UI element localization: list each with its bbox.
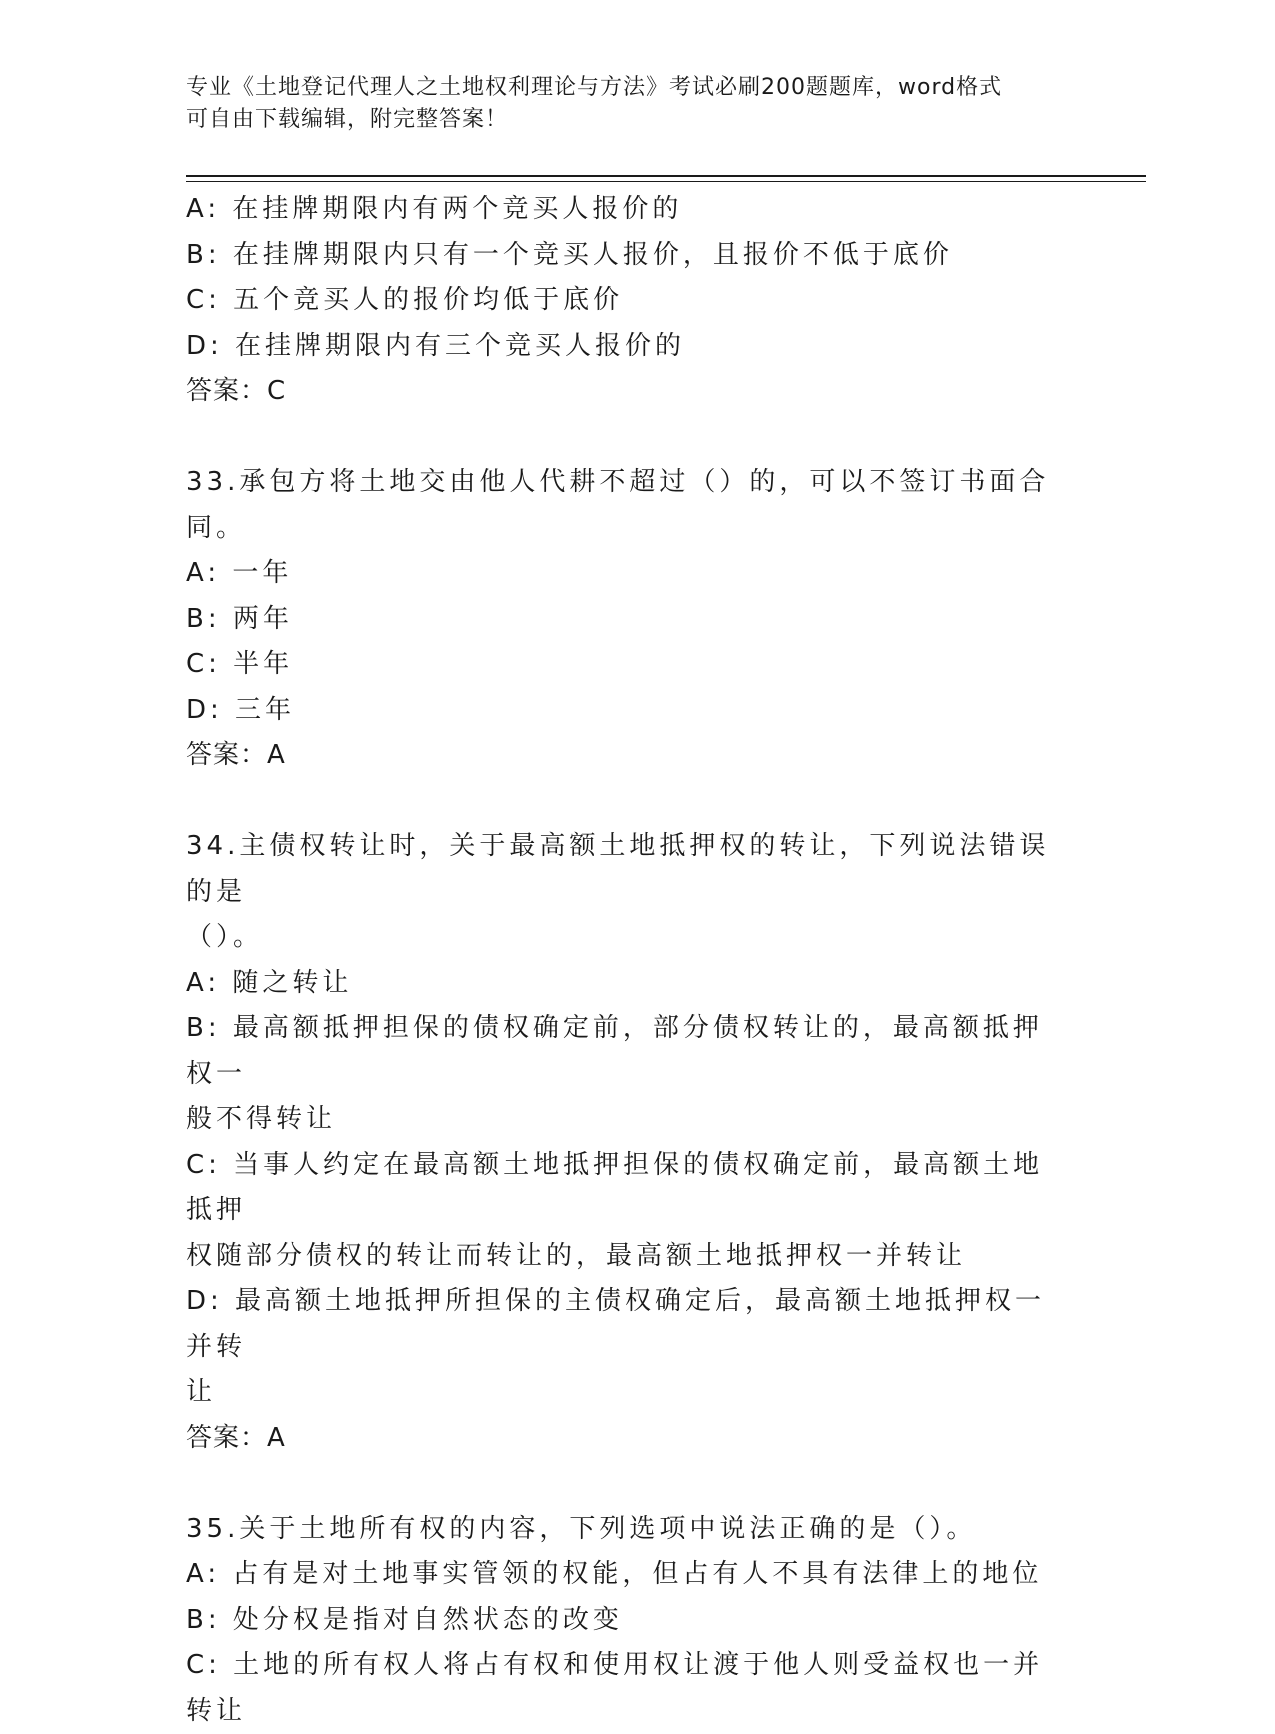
option-a: A: 占有是对土地事实管领的权能，但占有人不具有法律上的地位 [186,1552,1066,1598]
option-b-line-1: B: 最高额抵押担保的债权确定前，部分债权转让的，最高额抵押权一 [186,1006,1066,1097]
document-header [186,72,1086,136]
option-a: A: 在挂牌期限内有两个竞买人报价的 [186,187,1066,233]
question-text-line-1: 34.主债权转让时，关于最高额土地抵押权的转让，下列说法错误的是 [186,824,1066,915]
question-32-block [186,187,1066,415]
question-text: 35.关于土地所有权的内容，下列选项中说法正确的是（）。 [186,1507,1066,1553]
option-d: D: 三年 [186,688,1066,734]
question-35-block [186,1507,1066,1734]
option-c-line-2: 权随部分债权的转让而转让的，最高额土地抵押权一并转让 [186,1234,1066,1280]
answer-label: 答案：A [186,1416,1066,1462]
option-c: C: 土地的所有权人将占有权和使用权让渡于他人则受益权也一并转让 [186,1643,1066,1734]
header-divider-thick [186,175,1146,177]
header-divider-thin [186,181,1146,182]
option-a: A: 随之转让 [186,961,1066,1007]
option-d-line-2: 让 [186,1370,1066,1416]
option-c-line-1: C: 当事人约定在最高额土地抵押担保的债权确定前，最高额土地抵押 [186,1143,1066,1234]
spacer [186,779,1066,825]
document-body [186,187,1066,1734]
option-b: B: 处分权是指对自然状态的改变 [186,1598,1066,1644]
spacer [186,1461,1066,1507]
answer-label: 答案：C [186,369,1066,415]
option-b: B: 在挂牌期限内只有一个竞买人报价，且报价不低于底价 [186,233,1066,279]
option-c: C: 五个竞买人的报价均低于底价 [186,278,1066,324]
option-a: A: 一年 [186,551,1066,597]
answer-label: 答案：A [186,733,1066,779]
header-line-1: 专业《土地登记代理人之土地权利理论与方法》考试必刷200题题库，word格式 [186,72,1086,104]
spacer [186,415,1066,461]
option-d-line-1: D: 最高额土地抵押所担保的主债权确定后，最高额土地抵押权一并转 [186,1279,1066,1370]
header-line-2: 可自由下载编辑，附完整答案！ [186,104,1086,136]
option-b: B: 两年 [186,597,1066,643]
question-text-line-2: （）。 [186,915,1066,961]
option-b-line-2: 般不得转让 [186,1097,1066,1143]
question-33-block [186,460,1066,779]
option-d: D: 在挂牌期限内有三个竞买人报价的 [186,324,1066,370]
question-text: 33.承包方将土地交由他人代耕不超过（）的，可以不签订书面合同。 [186,460,1066,551]
question-34-block [186,824,1066,1461]
option-c: C: 半年 [186,642,1066,688]
